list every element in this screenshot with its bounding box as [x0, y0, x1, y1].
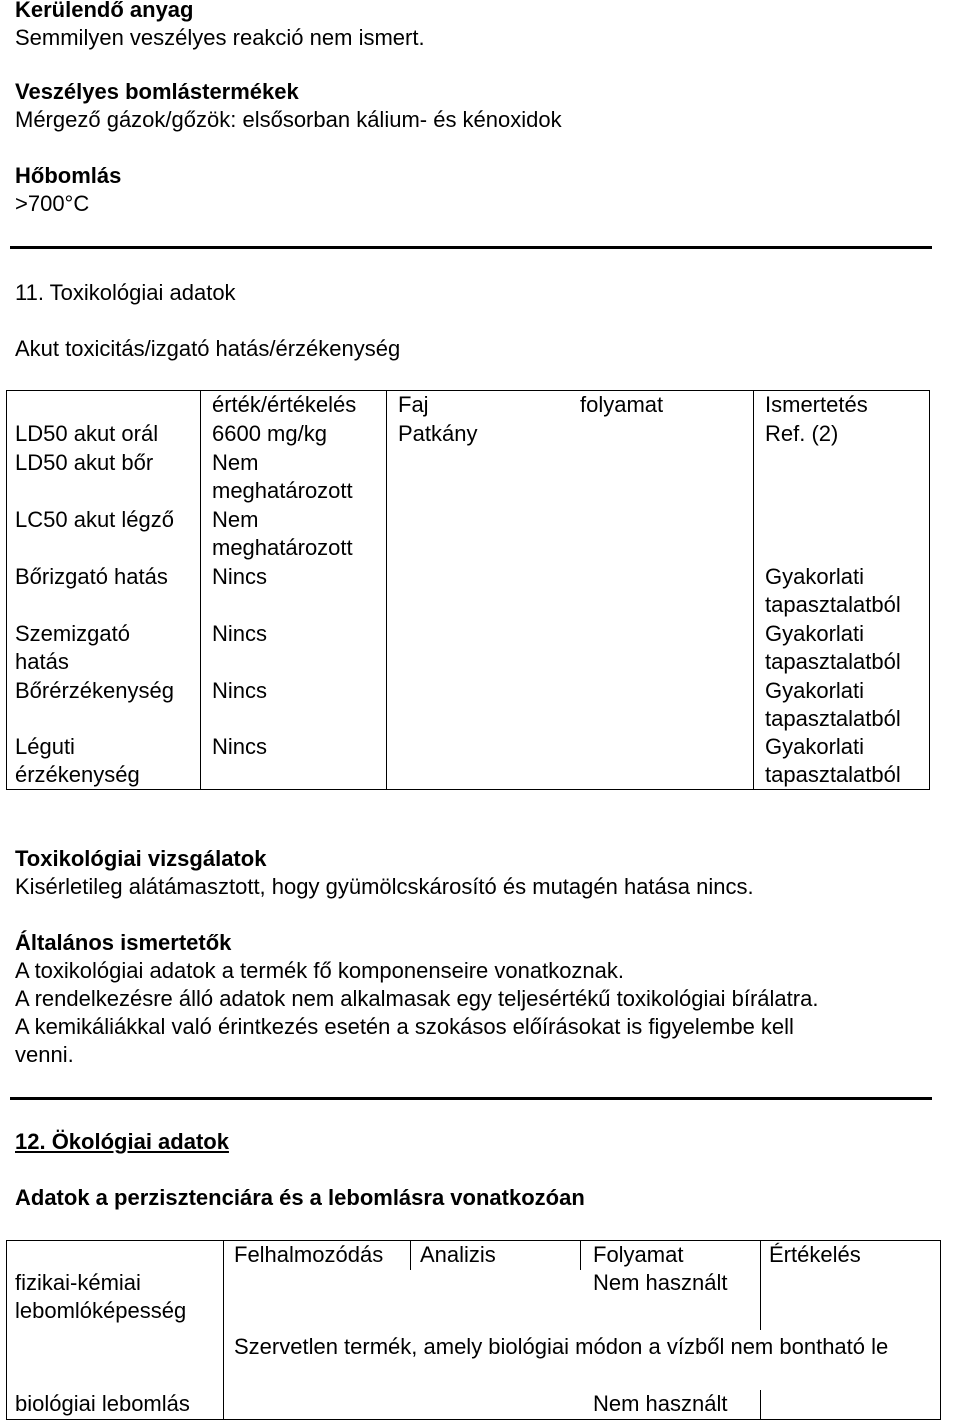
tox-header-description: Ismertetés — [765, 392, 868, 417]
tox-row-label: Szemizgató hatás — [15, 621, 130, 674]
table-line — [760, 1240, 761, 1330]
tox-row-label: Bőrérzékenység — [15, 678, 174, 703]
tox-row-description: Gyakorlati tapasztalatból — [765, 734, 901, 787]
tox-row-value: Nincs — [212, 621, 268, 646]
tox-header-value: érték/értékelés — [212, 392, 357, 417]
toxicological-tests-title: Toxikológiai vizsgálatok — [15, 846, 267, 871]
section-12-heading: 12. Ökológiai adatok — [15, 1129, 229, 1154]
incompatible-materials-text: Semmilyen veszélyes reakció nem ismert. — [15, 25, 425, 50]
tox-row-value: Nem meghatározott — [212, 450, 353, 503]
decomposition-products-text: Mérgező gázok/gőzök: elsősorban kálium- és kénoxidok — [15, 107, 562, 132]
toxicological-tests-text: Kisérletileg alátámasztott, hogy gyümölcskárosító és mutagén hatása nincs. — [15, 874, 754, 899]
eco-header-evaluation: Értékelés — [769, 1242, 861, 1267]
general-info-line: A toxikológiai adatok a termék fő komponenseire vonatkoznak. — [15, 958, 625, 983]
general-info-line: A rendelkezésre álló adatok nem alkalmasak egy teljesértékű toxikológiai bírálatra. — [15, 986, 819, 1011]
tox-row-value: Nincs — [212, 734, 268, 759]
general-info-line: venni. — [15, 1042, 74, 1067]
table-line — [580, 1240, 581, 1270]
tox-row-label: LC50 akut légző — [15, 507, 174, 532]
eco-header-process: Folyamat — [593, 1242, 684, 1267]
tox-row-description: Gyakorlati tapasztalatból — [765, 678, 901, 731]
table-line — [6, 1240, 7, 1420]
eco-row-process: Nem használt — [593, 1391, 728, 1416]
eco-row-label: biológiai lebomlás — [15, 1391, 190, 1416]
table-line — [940, 1240, 941, 1420]
tox-row-value: 6600 mg/kg — [212, 421, 327, 446]
eco-header-accumulation: Felhalmozódás — [234, 1242, 384, 1267]
tox-row-species: Patkány — [398, 421, 478, 446]
tox-row-label: LD50 akut orál — [15, 421, 159, 446]
eco-row-process: Nem használt — [593, 1270, 728, 1295]
general-info-line: A kemikáliákkal való érintkezés esetén a szokásos előírásokat is figyelembe kell — [15, 1014, 794, 1039]
tox-row-value: Nincs — [212, 678, 268, 703]
thermal-decomposition-text: >700°C — [15, 191, 90, 216]
decomposition-products-title: Veszélyes bomlástermékek — [15, 79, 299, 104]
section-11-heading: 11. Toxikológiai adatok — [15, 280, 236, 305]
tox-row-description: Ref. (2) — [765, 421, 839, 446]
table-line — [760, 1390, 761, 1420]
persistence-title: Adatok a perzisztenciára és a lebomlásra vonatkozóan — [15, 1185, 585, 1210]
incompatible-materials-title: Kerülendő anyag — [15, 0, 194, 22]
tox-row-value: Nincs — [212, 564, 268, 589]
tox-header-process: folyamat — [580, 392, 664, 417]
tox-row-description: Gyakorlati tapasztalatból — [765, 621, 901, 674]
tox-row-label: LD50 akut bőr — [15, 450, 154, 475]
table-line — [410, 1240, 411, 1270]
tox-row-value: Nem meghatározott — [212, 507, 353, 560]
tox-row-label: Léguti érzékenység — [15, 734, 140, 787]
tox-header-species: Faj — [398, 392, 429, 417]
thermal-decomposition-title: Hőbomlás — [15, 163, 122, 188]
table-line — [223, 1240, 224, 1420]
general-info-title: Általános ismertetők — [15, 930, 232, 955]
eco-header-analysis: Analizis — [420, 1242, 496, 1267]
tox-row-description: Gyakorlati tapasztalatból — [765, 564, 901, 617]
tox-row-label: Bőrizgató hatás — [15, 564, 168, 589]
acute-toxicity-title: Akut toxicitás/izgató hatás/érzékenység — [15, 336, 401, 361]
table-line — [6, 1419, 941, 1420]
eco-row-note: Szervetlen termék, amely biológiai módon a vízből nem bontható le — [234, 1334, 889, 1359]
eco-row-label: fizikai-kémiai lebomlóképesség — [15, 1270, 187, 1323]
